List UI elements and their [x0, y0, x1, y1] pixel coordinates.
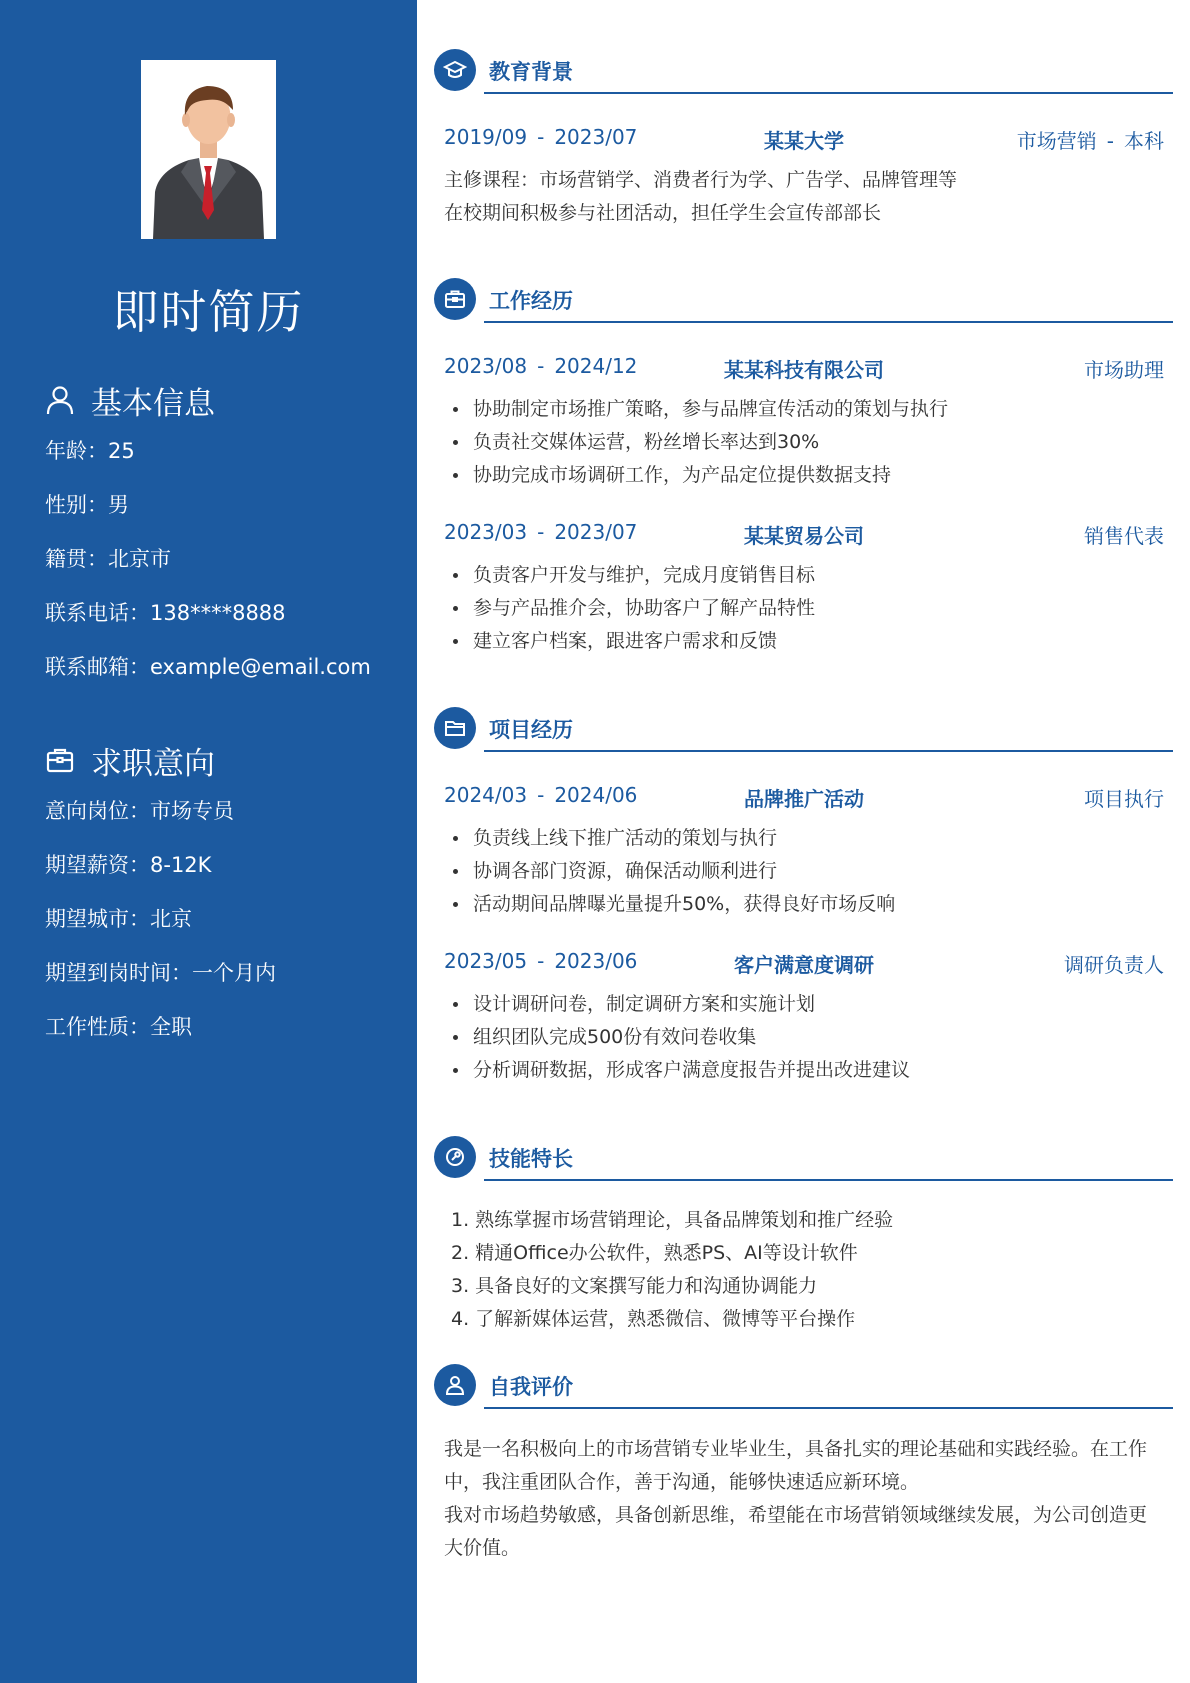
intent-row-salary: 期望薪资：8-12K	[45, 853, 212, 877]
skill-item: 3. 具备良好的文案撰写能力和沟通协调能力	[451, 1275, 818, 1297]
basic-info-title: 基本信息	[91, 385, 215, 422]
work-bullet: 负责社交媒体运营，粉丝增长率达到30%	[453, 427, 819, 457]
section-divider	[484, 92, 1173, 94]
work-title: 工作经历	[489, 289, 573, 313]
job-intent-title: 求职意向	[91, 745, 215, 782]
section-divider	[484, 1179, 1173, 1181]
education-detail-line: 在校期间积极参与社团活动，担任学生会宣传部部长	[444, 202, 882, 224]
info-row-email: 联系邮箱：example@email.com	[45, 655, 371, 679]
info-row-age: 年龄：25	[45, 439, 135, 463]
project-bullet: 设计调研问卷，制定调研方案和实施计划	[453, 989, 815, 1019]
project-bullet: 组织团队完成500份有效问卷收集	[453, 1022, 756, 1052]
intent-row-position: 意向岗位：市场专员	[45, 799, 234, 823]
date-range: 2019/09 - 2023/07	[444, 125, 638, 149]
self-eval-title: 自我评价	[489, 1375, 573, 1399]
skill-item: 2. 精通Office办公软件，熟悉PS、AI等设计软件	[451, 1242, 858, 1264]
work-entry-header	[444, 352, 1164, 382]
projects-title: 项目经历	[489, 718, 573, 742]
project-entry-header	[444, 781, 1164, 811]
work-bullet: 协助完成市场调研工作，为产品定位提供数据支持	[453, 460, 891, 490]
education-detail-line: 主修课程：市场营销学、消费者行为学、广告学、品牌管理等	[444, 169, 958, 191]
graduation-cap-icon	[434, 49, 476, 91]
company-name: 某某贸易公司	[744, 524, 864, 548]
resume-title: 即时简历	[112, 285, 305, 339]
intent-row-job-type: 工作性质：全职	[45, 1015, 192, 1039]
section-divider	[484, 750, 1173, 752]
projects-section-header	[434, 707, 1173, 753]
project-entry-header	[444, 947, 1164, 977]
briefcase-icon	[434, 278, 476, 320]
project-name: 客户满意度调研	[734, 953, 874, 977]
project-bullet: 负责线上线下推广活动的策划与执行	[453, 823, 777, 853]
section-divider	[484, 1407, 1173, 1409]
skills-title: 技能特长	[489, 1147, 573, 1171]
section-divider	[484, 321, 1173, 323]
project-bullet: 协调各部门资源，确保活动顺利进行	[453, 856, 777, 886]
date-range: 2023/08 - 2024/12	[444, 354, 638, 378]
person-icon	[434, 1364, 476, 1406]
sidebar	[0, 0, 417, 1683]
folder-icon	[434, 707, 476, 749]
job-intent-heading	[45, 740, 215, 780]
major-degree: 市场营销 - 本科	[1016, 129, 1164, 153]
user-icon	[45, 385, 75, 415]
profile-photo	[141, 60, 276, 239]
work-entry-header	[444, 518, 1164, 548]
project-role: 项目执行	[1084, 787, 1164, 811]
work-bullet: 建立客户档案，跟进客户需求和反馈	[453, 626, 777, 656]
education-section-header	[434, 49, 1173, 95]
date-range: 2024/03 - 2024/06	[444, 783, 638, 807]
education-entry-header	[444, 123, 1164, 153]
job-role: 市场助理	[1084, 358, 1164, 382]
info-row-gender: 性别：男	[45, 493, 129, 517]
work-bullet: 负责客户开发与维护，完成月度销售目标	[453, 560, 815, 590]
job-role: 销售代表	[1084, 524, 1164, 548]
date-range: 2023/05 - 2023/06	[444, 949, 638, 973]
info-row-phone: 联系电话：138****8888	[45, 601, 286, 625]
wrench-icon	[434, 1136, 476, 1178]
skill-item: 1. 熟练掌握市场营销理论，具备品牌策划和推广经验	[451, 1209, 894, 1231]
project-bullet: 活动期间品牌曝光量提升50%，获得良好市场反响	[453, 889, 895, 919]
project-role: 调研负责人	[1064, 953, 1164, 977]
work-section-header	[434, 278, 1173, 324]
self-eval-paragraph: 我是一名积极向上的市场营销专业毕业生，具备扎实的理论基础和实践经验。在工作中，我注重团队合作，善于沟通，能够快速适应新环境。	[444, 1438, 1148, 1493]
briefcase-icon	[45, 745, 75, 775]
project-bullet: 分析调研数据，形成客户满意度报告并提出改进建议	[453, 1055, 910, 1085]
intent-row-city: 期望城市：北京	[45, 907, 192, 931]
project-name: 品牌推广活动	[744, 787, 864, 811]
self-eval-section-header	[434, 1364, 1173, 1410]
avatar-icon	[141, 60, 276, 239]
education-title: 教育背景	[489, 60, 573, 84]
info-row-hometown: 籍贯：北京市	[45, 547, 171, 571]
school-name: 某某大学	[764, 129, 844, 153]
work-bullet: 参与产品推介会，协助客户了解产品特性	[453, 593, 815, 623]
self-eval-paragraph: 我对市场趋势敏感，具备创新思维，希望能在市场营销领域继续发展，为公司创造更大价值。	[444, 1504, 1148, 1559]
intent-row-start-time: 期望到岗时间：一个月内	[45, 961, 276, 985]
company-name: 某某科技有限公司	[724, 358, 884, 382]
work-bullet: 协助制定市场推广策略，参与品牌宣传活动的策划与执行	[453, 394, 948, 424]
skills-section-header	[434, 1136, 1173, 1182]
date-range: 2023/03 - 2023/07	[444, 520, 638, 544]
basic-info-heading	[45, 380, 215, 420]
skill-item: 4. 了解新媒体运营，熟悉微信、微博等平台操作	[451, 1308, 856, 1330]
